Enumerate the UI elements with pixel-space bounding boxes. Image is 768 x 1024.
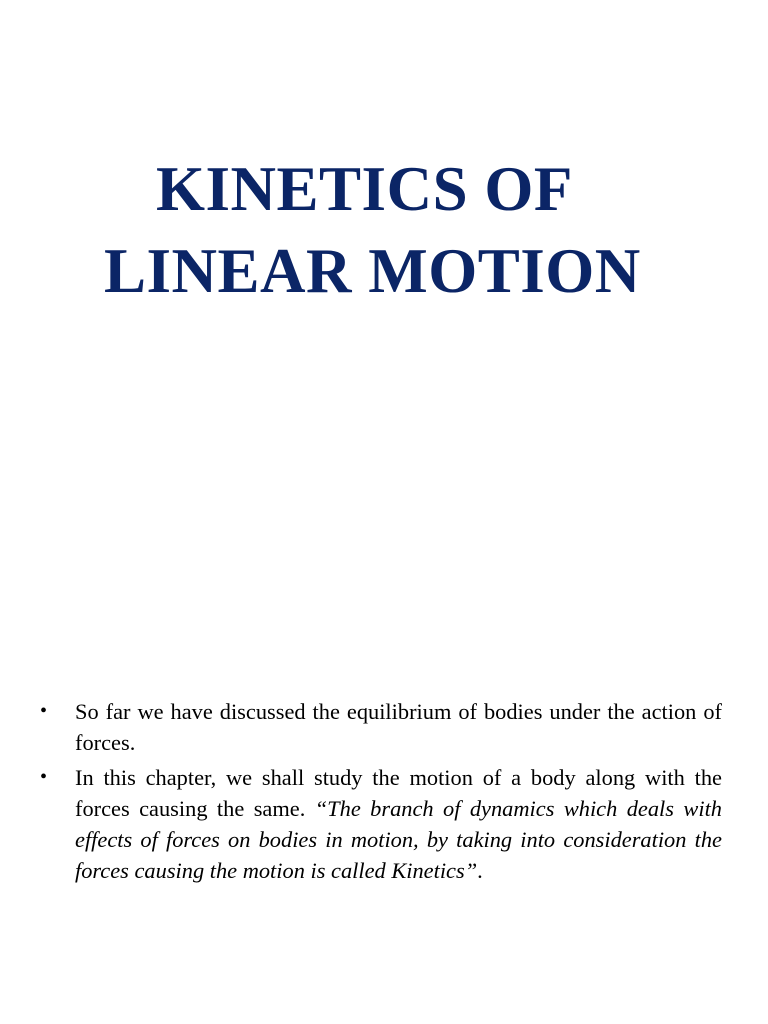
bullet-text: So far we have discussed the equilibrium of bodies under the action of forces. (75, 699, 722, 755)
slide-title (0, 148, 768, 312)
title-line-1: KINETICS OF (156, 154, 573, 224)
bullet-item-1 (0, 696, 768, 758)
bullet-marker: • (40, 766, 48, 788)
bullet-marker: • (40, 700, 48, 722)
kinetics-definition-quote: “The branch of dynamics which deals with effects of forces on bodies in motion, by taking into consideration the forces causing the motion is called Kinetics” (75, 796, 722, 883)
title-line-2: LINEAR MOTION (104, 236, 641, 306)
bullet-text: In this chapter, we shall study the motion of a body along with the forces causing the same. (75, 765, 722, 821)
bullet-list (0, 696, 768, 890)
bullet-end-punctuation: . (477, 858, 483, 883)
bullet-item-2 (0, 762, 768, 886)
